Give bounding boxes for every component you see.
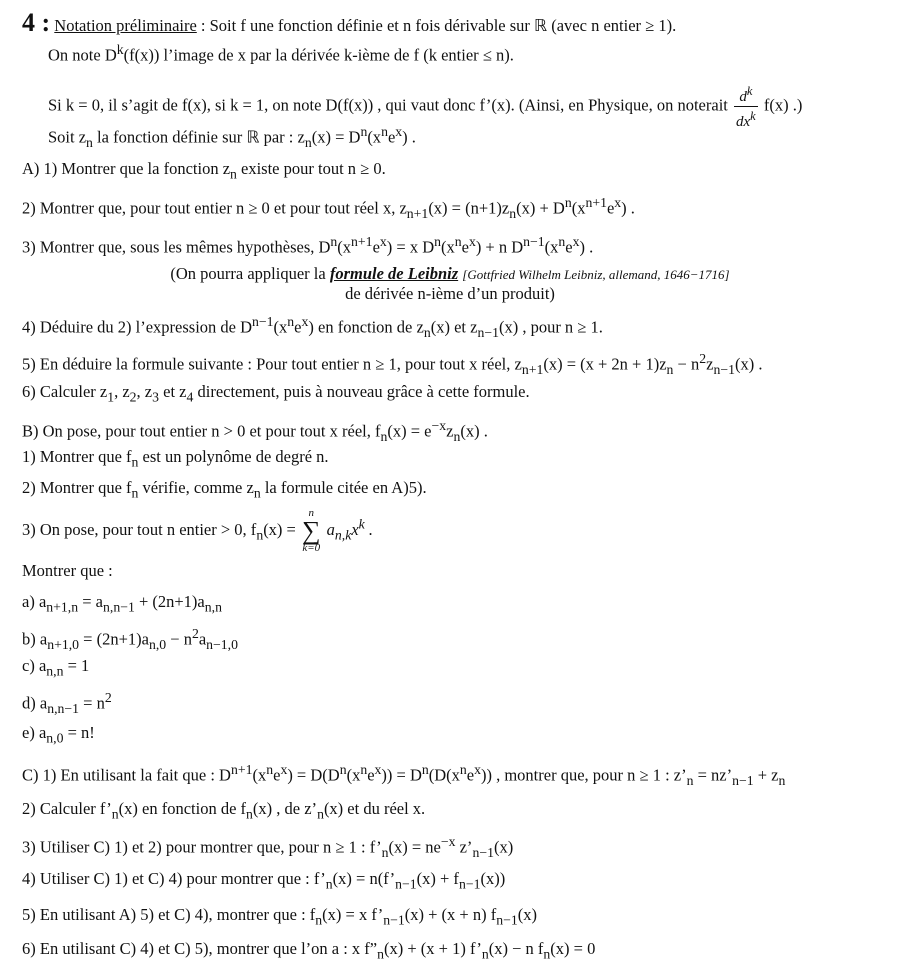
intro-line-4: Soit $z_n$ la fonction définie sur ℝ par : $z_n(x) = D^n(x^ne^x)$ . bbox=[48, 124, 416, 150]
fraction-denominator: $dx^k$ bbox=[736, 109, 756, 130]
question-A6: 6) Calculer $z_1$, $z_2$, $z_3$ et $z_4$ directement, puis à nouveau grâce à cette formule. bbox=[22, 382, 530, 405]
leibniz-biography: [Gottfried Wilhelm Leibniz, allemand, 1646−1716] bbox=[462, 267, 730, 282]
item-c: c) $a_{n,n} = 1$ bbox=[22, 656, 90, 679]
exercise-header bbox=[22, 8, 676, 38]
section-title: Notation préliminaire bbox=[54, 16, 197, 35]
item-b: b) $a_{n+1,0} = (2n+1)a_{n,0} - n^2a_{n-1,0}$ bbox=[22, 626, 238, 652]
intro-line-3-end: f(x) .) bbox=[763, 95, 803, 115]
question-C2: 2) Calculer $f’_n(x)$ en fonction de $f_n(x)$ , de $z’_n(x)$ et du réel x. bbox=[22, 799, 426, 822]
leibniz-hint-line-2: de dérivée n-ième d’un produit) bbox=[345, 284, 555, 303]
intro-line-2: On note $D^k(f(x))$ l’image de x par la dérivée k-ième de f (k entier ≤ n). bbox=[48, 42, 514, 65]
leibniz-hint-text: (On pourra appliquer la bbox=[170, 264, 326, 283]
summation-term: $a_{n,k}x^k$ . bbox=[326, 516, 374, 543]
derivative-fraction bbox=[734, 82, 758, 131]
question-C6: 6) En utilisant C) 4) et C) 5), montrer que l’on a : x $f”_n(x) + (x + 1)$ $f’_n(x) - n$ $f_n(x) = 0$ bbox=[22, 939, 596, 962]
question-B1: 1) Montrer que $f_n$ est un polynôme de degré n. bbox=[22, 447, 329, 470]
summation bbox=[302, 508, 321, 554]
item-e: e) $a_{n,0} = n$! bbox=[22, 723, 95, 746]
intro-line-1: : Soit f une fonction définie et n fois dérivable sur ℝ (avec n entier ≥ 1). bbox=[200, 16, 677, 35]
item-d: d) $a_{n,n-1} = n^2$ bbox=[22, 690, 112, 716]
question-A3: 3) Montrer que, sous les mêmes hypothèses, $D^n(x^{n+1}e^x) = x$ $D^n(x^ne^x) + n$ $D^{n-1}(x^ne^x)$ . bbox=[22, 234, 594, 257]
question-B3 bbox=[22, 508, 373, 554]
montrer-que: Montrer que : bbox=[22, 561, 113, 580]
question-C5: 5) En utilisant A) 5) et C) 4), montrer que : $f_n(x) = x$ $f’_{n-1}(x) + (x + n)$ $f_{n-1}(x)$ bbox=[22, 905, 537, 928]
summation-upper: n bbox=[308, 507, 314, 519]
leibniz-hint bbox=[0, 264, 900, 284]
question-A2: 2) Montrer que, pour tout entier n ≥ 0 et pour tout réel x, $z_{n+1}(x) = (n+1)z_n(x) + D^n(x^{n+1}e^x)$ . bbox=[22, 195, 635, 221]
intro-line-3-text: Si k = 0, il s’agit de f(x), si k = 1, on note D(f(x)) , qui vaut donc f’(x). (Ainsi, en Physique, on noterait bbox=[48, 95, 728, 115]
question-C3: 3) Utiliser C) 1) et 2) pour montrer que, pour n ≥ 1 : $f’_n(x) = ne^{-x}$ $z’_{n-1}(x)$ bbox=[22, 834, 514, 860]
fraction-numerator: $d^k$ bbox=[734, 82, 758, 107]
question-B0: B) On pose, pour tout entier n > 0 et pour tout x réel, $f_n(x) = e^{-x}z_n(x)$ . bbox=[22, 418, 488, 444]
question-A5: 5) En déduire la formule suivante : Pour tout entier n ≥ 1, pour tout x réel, $z_{n+1}(x) = (x + 2n + 1)z_n - n^2z_{n-1}(x)$ . bbox=[22, 351, 763, 377]
item-a: a) $a_{n+1,n} = a_{n,n-1} + (2n+1)a_{n,n}$ bbox=[22, 592, 222, 615]
question-C4: 4) Utiliser C) 1) et C) 4) pour montrer que : $f’_n(x)$ = $n(f’_{n-1}(x) + f_{n-1}(x))$ bbox=[22, 869, 506, 892]
question-C1: C) 1) En utilisant la fait que : $D^{n+1}(x^ne^x) = D(D^n(x^ne^x)) = D^n(D(x^ne^x))$ , montrer que, pour n ≥ 1 : $z’_n$ = $nz’_{n-1} + z_n$ bbox=[22, 762, 786, 788]
question-B3-text: 3) On pose, pour tout n entier > 0, $f_n(x)$ = bbox=[22, 519, 296, 543]
exercise-number: 4 : bbox=[22, 8, 51, 37]
summation-lower: k=0 bbox=[302, 542, 321, 554]
leibniz-formula-name: formule de Leibniz bbox=[329, 264, 459, 283]
question-B2: 2) Montrer que $f_n$ vérifie, comme $z_n$ la formule citée en A)5). bbox=[22, 478, 427, 501]
sigma-symbol: ∑ bbox=[301, 516, 321, 545]
question-A1: A) 1) Montrer que la fonction $z_n$ existe pour tout n ≥ 0. bbox=[22, 159, 386, 182]
question-A4: 4) Déduire du 2) l’expression de $D^{n-1}(x^ne^x)$ en fonction de $z_n(x)$ et $z_{n-1}(x)$ , pour n ≥ 1. bbox=[22, 314, 603, 340]
